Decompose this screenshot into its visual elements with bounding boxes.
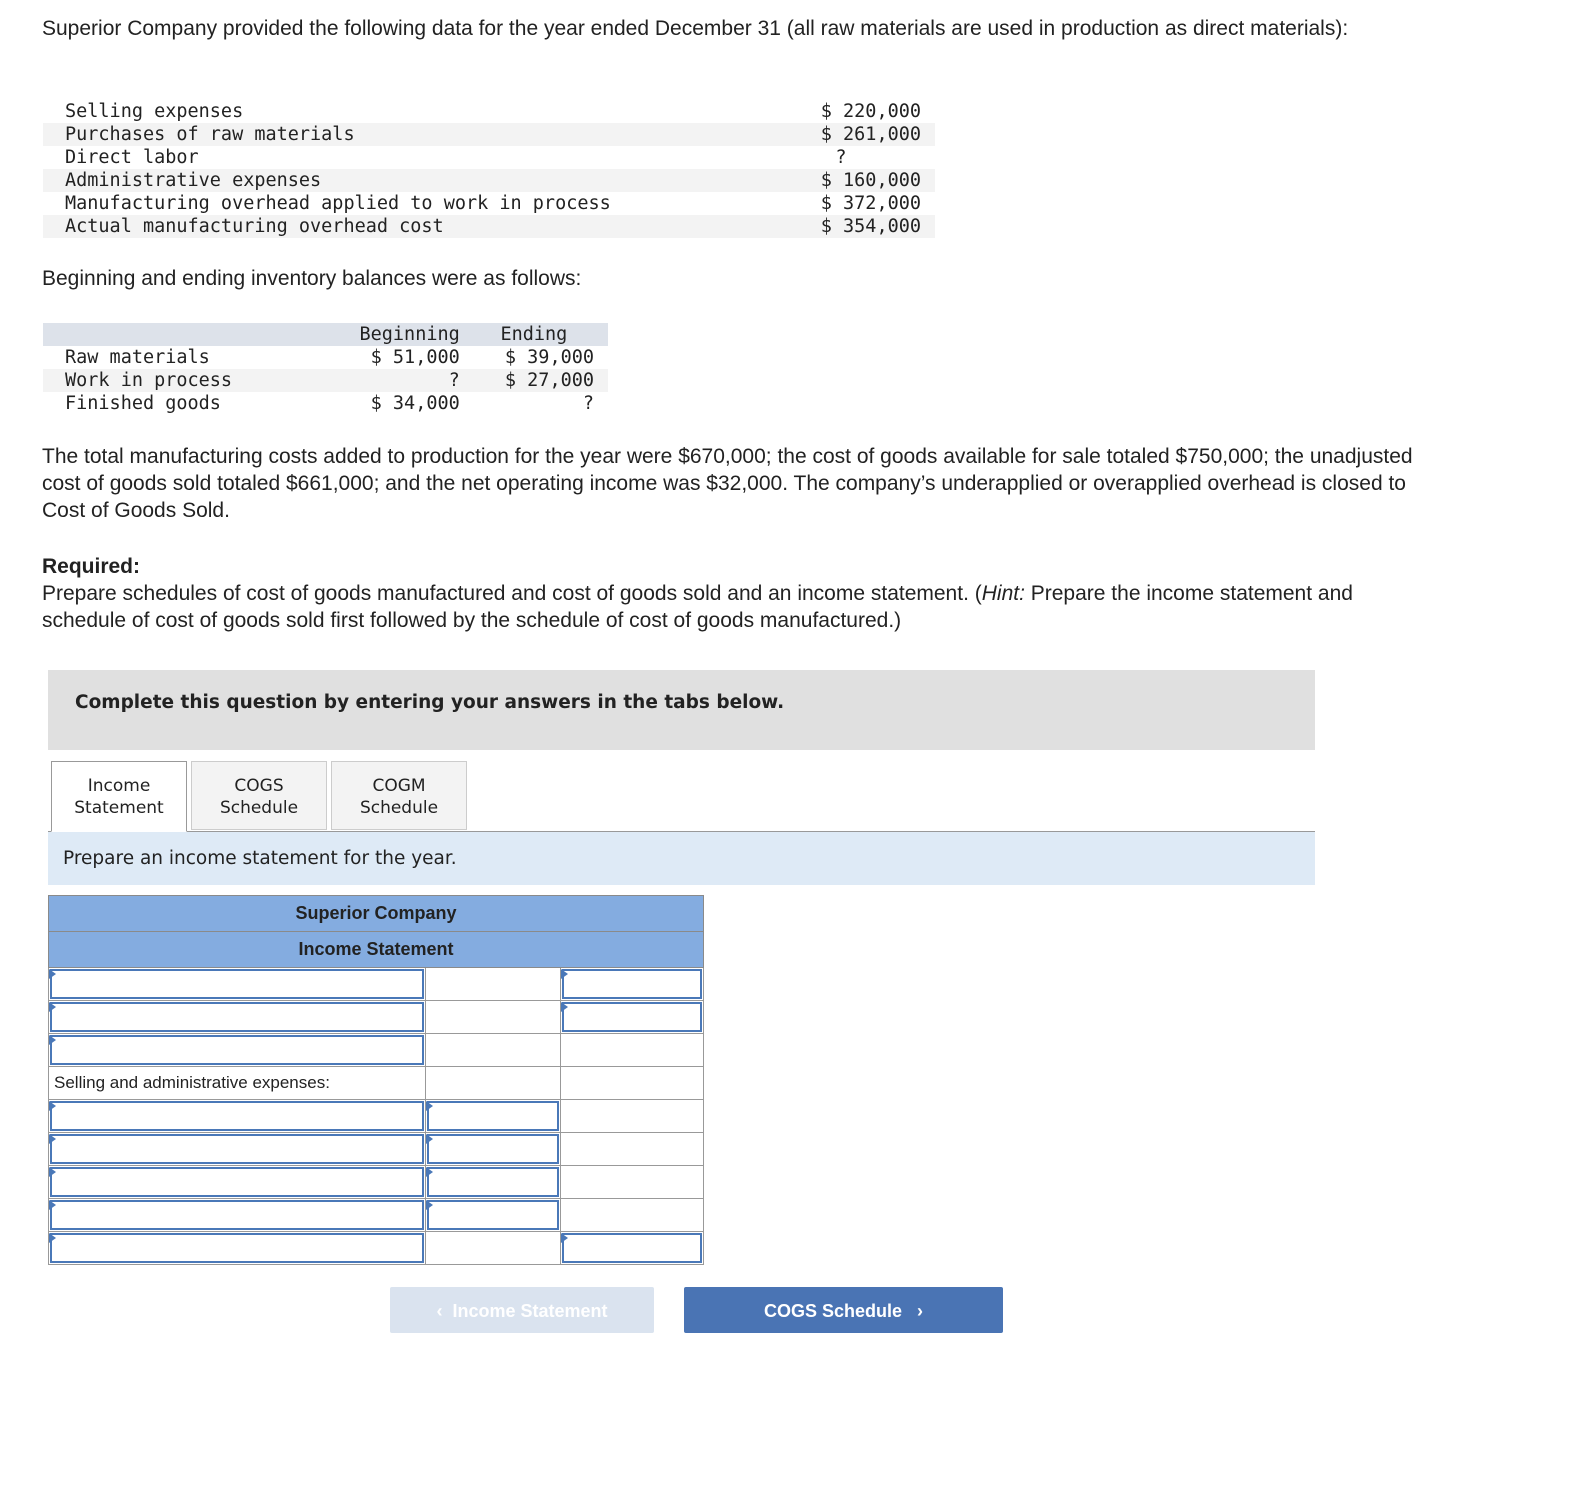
prev-button[interactable]: ‹ Income Statement	[390, 1287, 654, 1333]
amount-input[interactable]	[562, 1002, 702, 1032]
table-row	[49, 1133, 704, 1166]
amount-input[interactable]	[427, 1134, 559, 1164]
tab-cogm-schedule[interactable]: COGM Schedule	[331, 761, 467, 830]
table-row	[49, 1067, 704, 1100]
table-row: Actual manufacturing overhead cost $ 354,000	[43, 215, 935, 238]
summary-text: The total manufacturing costs added to production for the year were $670,000; the cost of goods available for sale totaled $750,000; the unadjusted cost of goods sold totaled $661,000; and the net operating income was $32,000. The company’s underapplied or overapplied overhead is closed to Cost of Goods Sold.	[42, 445, 1413, 522]
sga-label: Selling and administrative expenses:	[49, 1067, 426, 1100]
required-section: Required: Prepare schedules of cost of goods manufactured and cost of goods sold and an income statement. (Hint: Prepare the income statement and schedule of cost of goods sold first followed by the schedule of cost of goods manufactured.)	[42, 555, 1353, 632]
amount-input[interactable]	[427, 1167, 559, 1197]
income-statement-table	[48, 895, 704, 1265]
table-row	[49, 1199, 704, 1232]
table-row: Manufacturing overhead applied to work in process $ 372,000	[65, 193, 921, 214]
label-input[interactable]	[50, 1233, 424, 1263]
table-header: Beginning Ending	[43, 323, 608, 346]
label-input[interactable]	[50, 1167, 424, 1197]
amount-input[interactable]	[427, 1101, 559, 1131]
inventory-intro: Beginning and ending inventory balances were as follows:	[42, 267, 582, 290]
table-row	[49, 1034, 704, 1067]
tab-cogs-schedule[interactable]: COGS Schedule	[191, 761, 327, 830]
chevron-right-icon: ›	[902, 1301, 924, 1321]
intro-text: Superior Company provided the following data for the year ended December 31 (all raw materials are used in production as direct materials):	[42, 17, 1349, 40]
table-row: Raw materials $ 51,000 $ 39,000	[65, 347, 594, 368]
label-input[interactable]	[50, 1002, 424, 1032]
table-row	[49, 1232, 704, 1265]
label-input[interactable]	[50, 1134, 424, 1164]
next-button[interactable]: COGS Schedule ›	[684, 1287, 1003, 1333]
table-row: Administrative expenses $ 160,000	[43, 169, 935, 192]
tab-instruction: Prepare an income statement for the year.	[48, 832, 1315, 885]
table-row	[49, 1166, 704, 1199]
statement-title: Income Statement	[49, 932, 704, 968]
amount-input[interactable]	[562, 969, 702, 999]
inventory-table	[43, 323, 608, 415]
tab-bar	[48, 761, 1315, 832]
label-input[interactable]	[50, 969, 424, 999]
chevron-left-icon: ‹	[436, 1301, 453, 1321]
label-input[interactable]	[50, 1200, 424, 1230]
table-row	[49, 1001, 704, 1034]
table-row	[49, 968, 704, 1001]
amount-input[interactable]	[427, 1200, 559, 1230]
table-row: Direct labor ?	[65, 147, 847, 168]
label-input[interactable]	[50, 1101, 424, 1131]
table-row: Work in process ? $ 27,000	[43, 369, 608, 392]
label-input[interactable]	[50, 1035, 424, 1065]
table-row: Finished goods $ 34,000 ?	[65, 393, 594, 414]
instructions-banner: Complete this question by entering your answers in the tabs below.	[48, 670, 1315, 750]
table-row: Purchases of raw materials $ 261,000	[43, 123, 935, 146]
table-row: Selling expenses $ 220,000	[65, 101, 921, 122]
required-title: Required:	[42, 555, 141, 578]
company-name: Superior Company	[49, 896, 704, 932]
tab-income-statement[interactable]: Income Statement	[51, 761, 187, 832]
amount-input[interactable]	[562, 1233, 702, 1263]
table-row	[49, 1100, 704, 1133]
cost-data-table	[43, 100, 935, 238]
